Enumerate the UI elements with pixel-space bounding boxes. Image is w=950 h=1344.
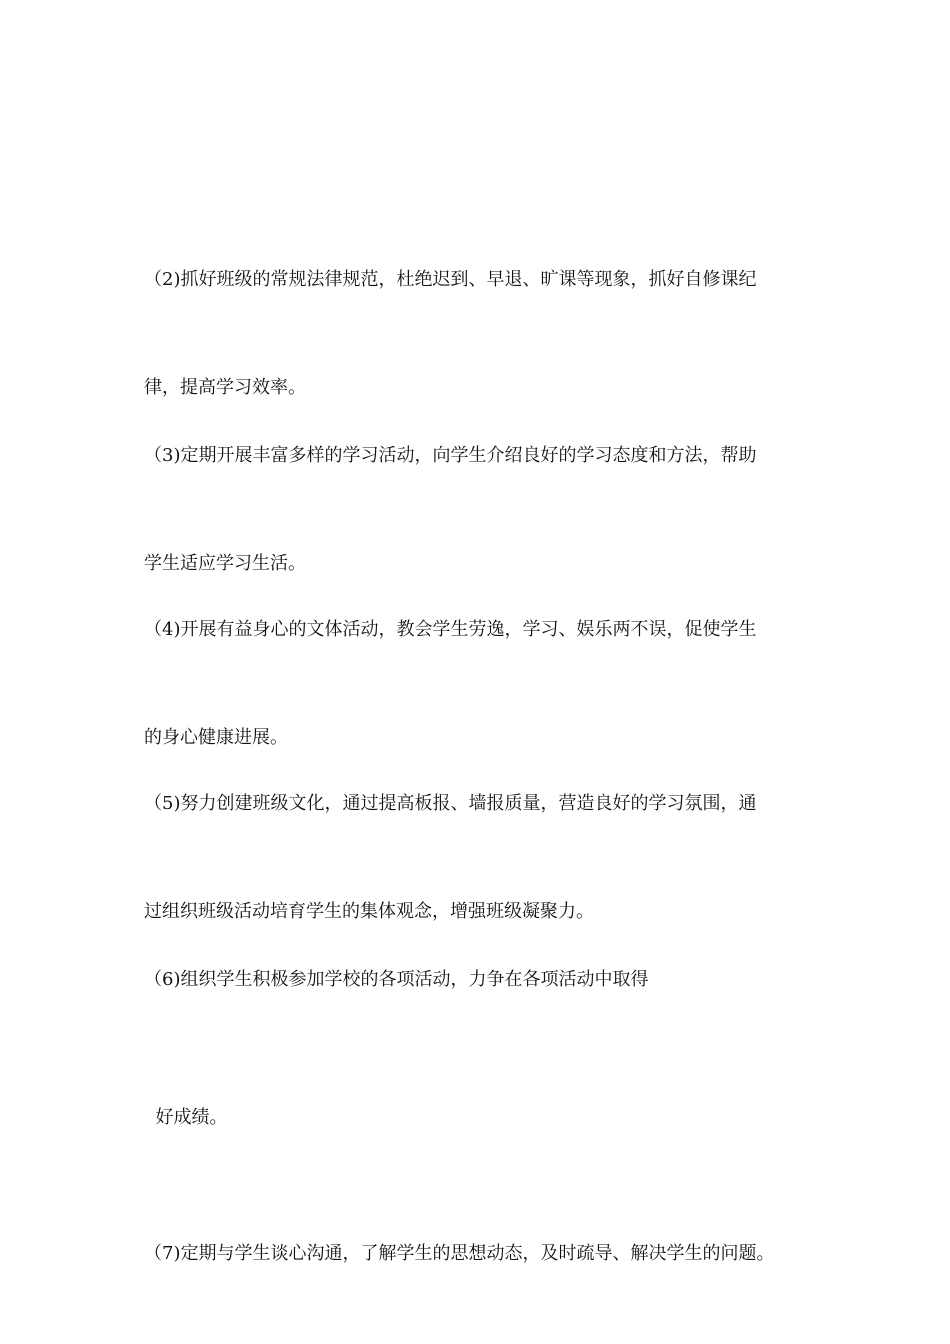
paragraph-line: 过组织班级活动培育学生的集体观念，增强班级凝聚力。 xyxy=(144,901,594,922)
paragraph-line: （6)组织学生积极参加学校的各项活动，力争在各项活动中取得 xyxy=(144,969,649,990)
paragraph-item-7 xyxy=(144,1164,824,1344)
paragraph-line: （2)抓好班级的常规法律规范，杜绝迟到、早退、旷课等现象，抓好自修课纪 xyxy=(144,269,757,290)
paragraph-line: （4)开展有益身心的文体活动，教会学生劳逸，学习、娱乐两不误，促使学生 xyxy=(144,619,757,640)
paragraph-line: （3)定期开展丰富多样的学习活动，向学生介绍良好的学习态度和方法，帮助 xyxy=(144,445,757,466)
paragraph-line: （5)努力创建班级文化，通过提高板报、墙报质量，营造良好的学习氛围，通 xyxy=(144,793,757,814)
paragraph-line: （7)定期与学生谈心沟通，了解学生的思想动态，及时疏导、解决学生的问题。 xyxy=(144,1243,775,1264)
paragraph-line: 律，提高学习效率。 xyxy=(144,377,306,398)
paragraph-line: 学生适应学习生活。 xyxy=(144,553,306,574)
paragraph-line: 好成绩。 xyxy=(144,1107,228,1128)
paragraph-line: 的身心健康进展。 xyxy=(144,727,288,748)
